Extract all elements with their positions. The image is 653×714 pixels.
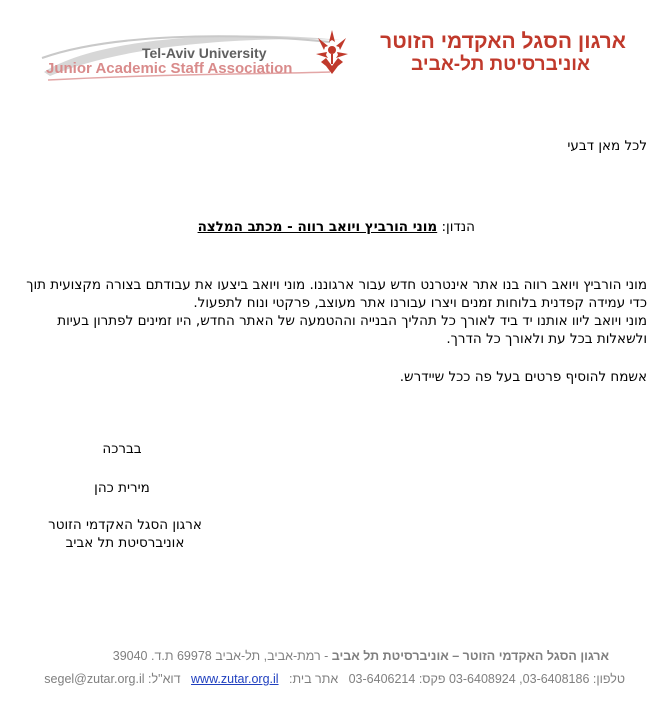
letter-paragraph-2: מוני ויואב ליוו אותנו יד ביד לאורך כל תהליך הבנייה וההטמעה של האתר החדש, היו זמינים לפתרון בעיות ולשאלות בכל עת ולאורך כל הדרך. [57, 313, 647, 347]
letter-closing: אשמח להוסיף פרטים בעל פה ככל שיידרש. [399, 369, 647, 385]
footer-email-label: דוא"ל: [148, 672, 181, 686]
footer-address-line [0, 649, 653, 663]
signature-name: מירית כהן [94, 480, 150, 496]
signature-org-line-2: אוניברסיטת תל אביב [65, 535, 185, 551]
footer-address: - רמת-אביב, תל-אביב 69978 ת.ד. 39040 [112, 649, 329, 663]
letter-paragraph-1: מוני הורביץ ויואב רווה בנו אתר אינטרנט חדש עבור ארגוננו. מוני ויואב ביצעו את עבודתם בצורה מקצועית תוך כדי עמידה קפדנית בלוחות זמנים ויצרו עבורנו אתר מעוצב, פרקטי ונוח לתפעול. [26, 277, 647, 311]
letterhead-english-title: Tel-Aviv University [142, 45, 267, 61]
signature-regards: בברכה [102, 441, 142, 457]
subject-label: הנדון: [441, 219, 475, 235]
subject-text: מוני הורביץ ויואב רווה - מכתב המלצה [197, 219, 438, 235]
letterhead [40, 28, 630, 84]
footer-fax-label: פקס: [418, 672, 446, 686]
signature-organization [30, 516, 220, 552]
footer-website-label: אתר בית: [288, 672, 339, 686]
signature-org-line-1: ארגון הסגל האקדמי הזוטר [48, 517, 202, 533]
letterhead-english-subtitle: Junior Academic Staff Association [46, 60, 293, 77]
university-emblem-icon [312, 28, 352, 78]
letter-salutation: לכל מאן דבעי [567, 138, 647, 154]
footer-website-link[interactable]: www.zutar.org.il [191, 672, 279, 686]
letterhead-hebrew-subtitle: אוניברסיטת תל-אביב [411, 54, 590, 75]
footer-org-name: ארגון הסגל האקדמי הזוטר – אוניברסיטת תל אביב [331, 649, 609, 663]
letter-body [7, 276, 647, 348]
letterhead-hebrew-title: ארגון הסגל האקדמי הזוטר [380, 30, 626, 53]
letter-subject [198, 218, 475, 236]
footer-contact-line [0, 672, 653, 686]
footer-fax: 03-6406214 [348, 672, 416, 686]
footer-phone-label: טלפון: [592, 672, 625, 686]
footer-phones: 03-6408924 ,03-6408186 [448, 672, 590, 686]
footer-email: segel@zutar.org.il [44, 672, 145, 686]
